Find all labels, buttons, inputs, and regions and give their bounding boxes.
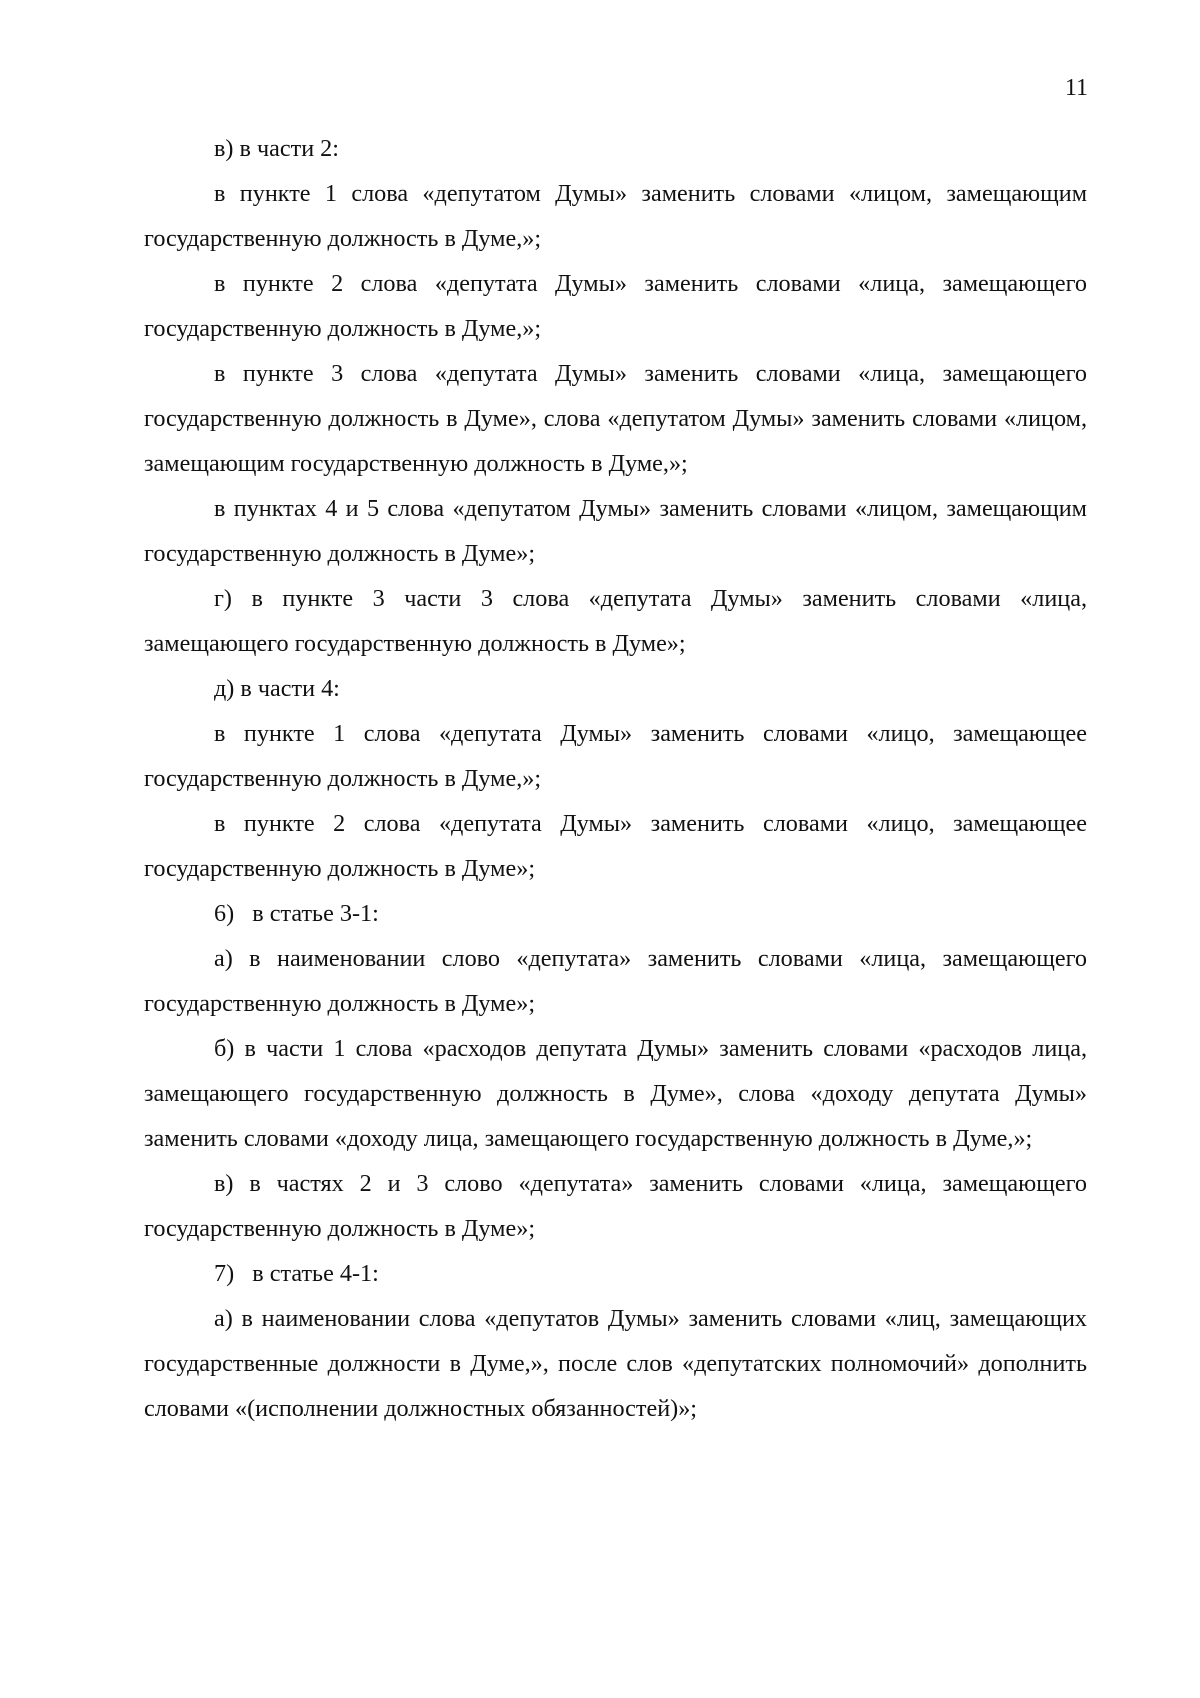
paragraph: в) в части 2: (214, 135, 340, 162)
paragraph: в пункте 2 слова «депутата Думы» заменить словами «лицо, замещающее государственную должность в Думе»; (144, 810, 1087, 882)
paragraph: д) в части 4: (214, 675, 340, 702)
paragraph: а) в наименовании слова «депутатов Думы» заменить словами «лиц, замещающих государственные должности в Думе,», после слов «депутатских полномочий» дополнить словами «(исполнении должностных обязанностей)»; (144, 1305, 1087, 1422)
page-number: 11 (1064, 75, 1088, 101)
paragraph: г) в пункте 3 части 3 слова «депутата Думы» заменить словами «лица, замещающего государственную должность в Думе»; (144, 585, 1087, 657)
paragraph: в пункте 1 слова «депутата Думы» заменить словами «лицо, замещающее государственную должность в Думе,»; (144, 720, 1087, 792)
paragraph: в пункте 1 слова «депутатом Думы» заменить словами «лицом, замещающим государственную должность в Думе,»; (144, 180, 1087, 252)
paragraph: б) в части 1 слова «расходов депутата Думы» заменить словами «расходов лица, замещающего государственную должность в Думе», слова «доходу депутата Думы» заменить словами «доходу лица, замещающего государственную должность в Думе,»; (144, 1035, 1087, 1152)
paragraph: в) в частях 2 и 3 слово «депутата» заменить словами «лица, замещающего государственную должность в Думе»; (144, 1170, 1087, 1242)
paragraph: в пунктах 4 и 5 слова «депутатом Думы» заменить словами «лицом, замещающим государственную должность в Думе»; (144, 495, 1087, 567)
paragraph: в пункте 2 слова «депутата Думы» заменить словами «лица, замещающего государственную должность в Думе,»; (144, 270, 1087, 342)
paragraph: а) в наименовании слово «депутата» заменить словами «лица, замещающего государственную должность в Думе»; (144, 945, 1087, 1017)
paragraph: 7) в статье 4-1: (214, 1260, 379, 1287)
paragraph: в пункте 3 слова «депутата Думы» заменить словами «лица, замещающего государственную должность в Думе», слова «депутатом Думы» заменить словами «лицом, замещающим государственную должность в Думе,»; (144, 360, 1087, 477)
document-body (144, 126, 1087, 1431)
paragraph: 6) в статье 3-1: (214, 900, 379, 927)
